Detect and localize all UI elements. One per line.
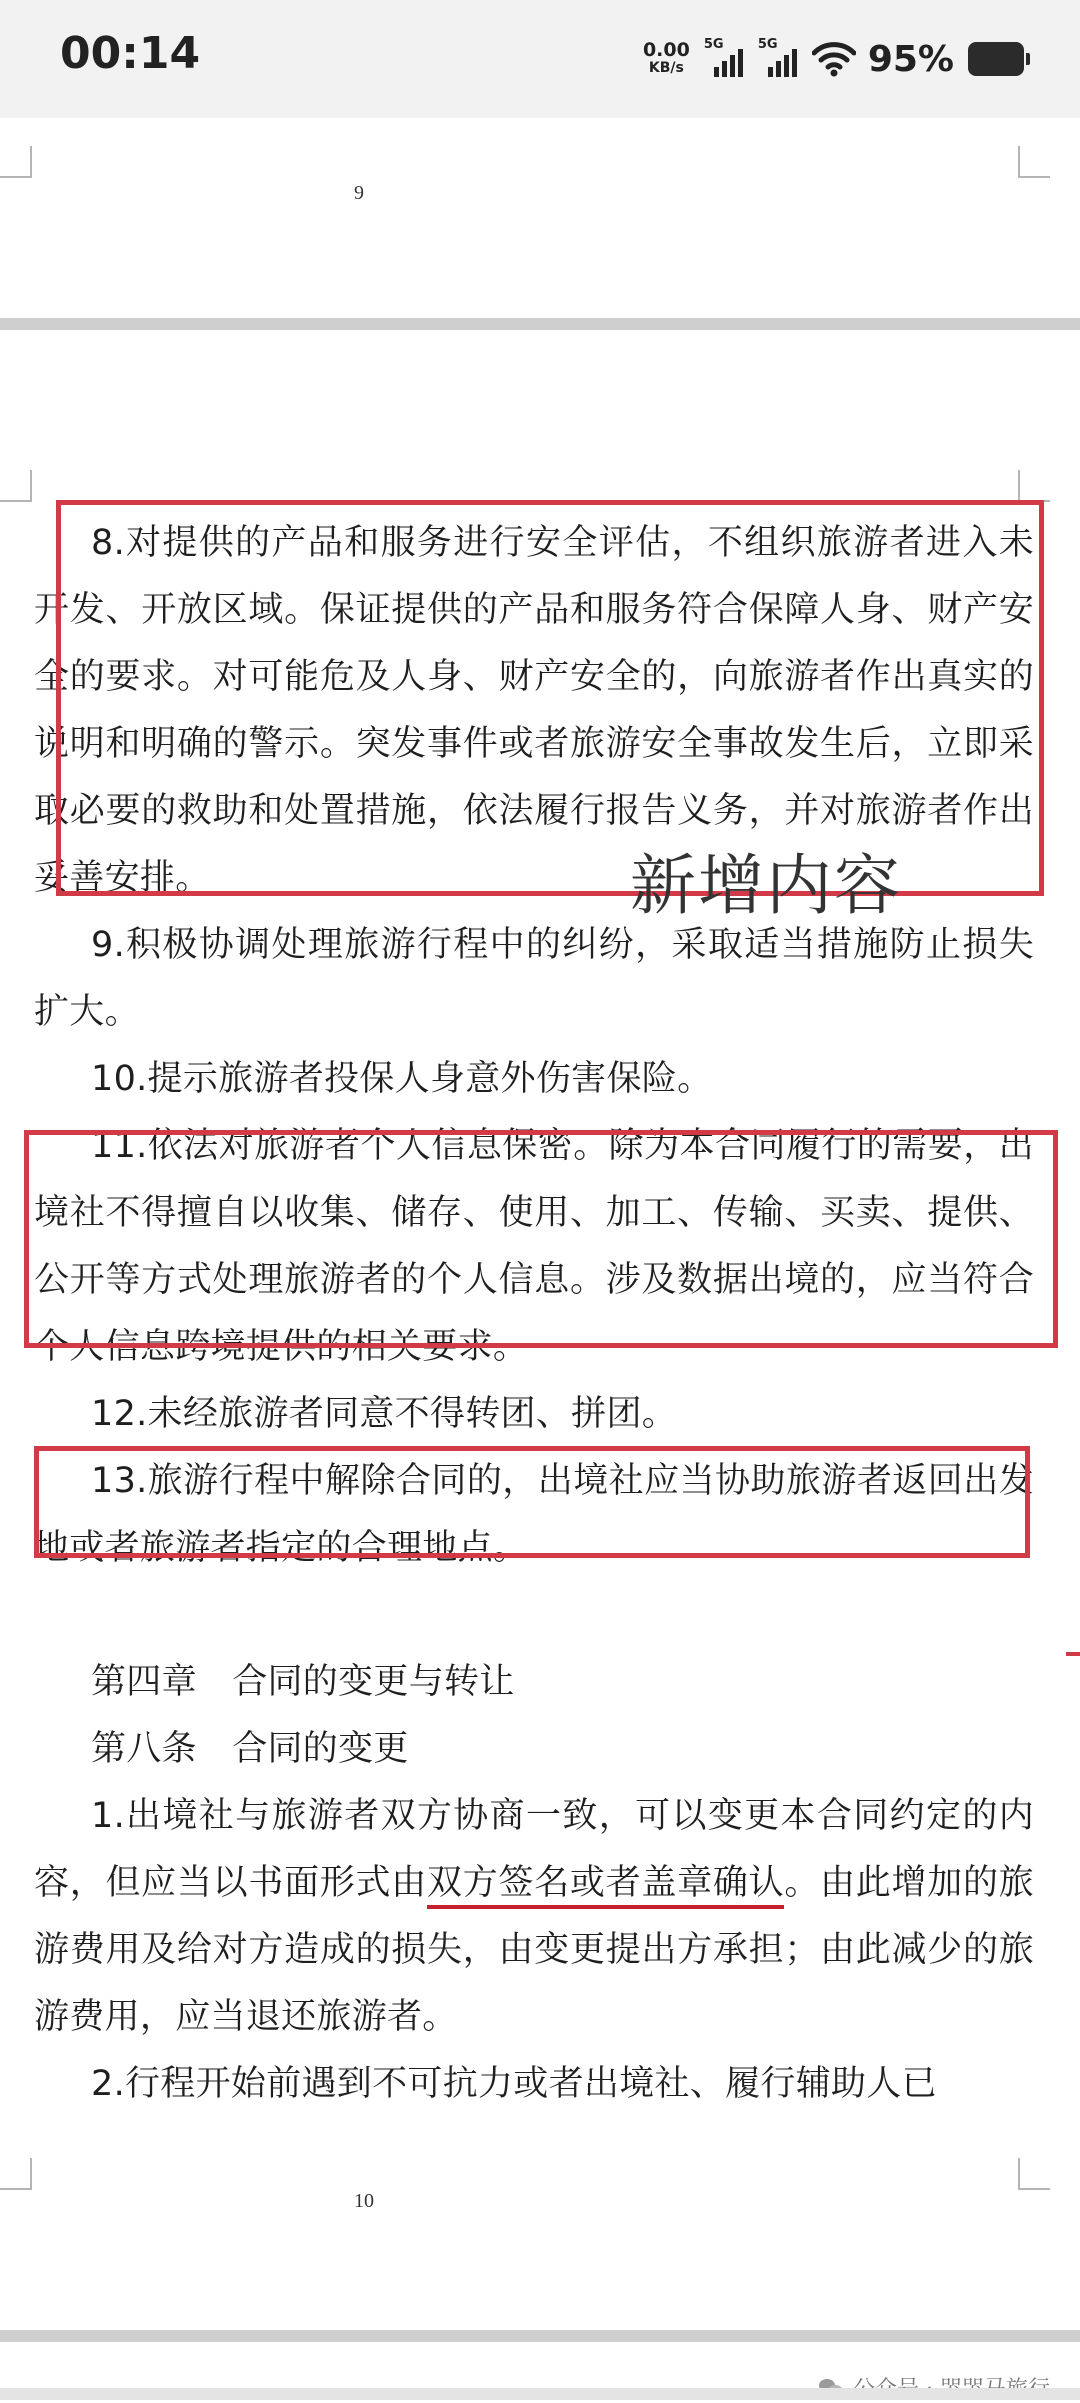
item-1-text-cont: 。由此增加的旅游费用及给对方造成的损失，由变更提出方承担；由此减少的旅游费用，应当退还旅游者。	[34, 1863, 1034, 2037]
paragraph-12: 12.未经旅游者同意不得转团、拼团。	[91, 1394, 678, 1434]
home-indicator	[0, 2388, 1080, 2400]
document-body	[34, 510, 1034, 2118]
paragraph-9: 9.积极协调处理旅游行程中的纠纷，采取适当措施防止损失扩大。	[34, 925, 1034, 1032]
battery-percent: 95%	[867, 38, 954, 80]
paragraph-10: 10.提示旅游者投保人身意外伤害保险。	[91, 1059, 713, 1099]
page-corner-mark	[1018, 470, 1050, 502]
page-separator	[0, 318, 1080, 330]
network-speed	[643, 41, 690, 77]
item-1	[34, 1783, 1034, 2051]
page-corner-mark	[0, 146, 32, 178]
page-separator	[0, 2330, 1080, 2342]
paragraph-13: 13.旅游行程中解除合同的，出境社应当协助旅游者返回出发地或者旅游者指定的合理地点。	[34, 1461, 1034, 1568]
paragraph-8: 8.对提供的产品和服务进行安全评估，不组织旅游者进入未开发、开放区域。保证提供的产品和服务符合保障人身、财产安全的要求。对可能危及人身、财产安全的，向旅游者作出真实的说明和明确的警示。突发事件或者旅游安全事故发生后，立即采取必要的救助和处置措施，依法履行报告义务，并对旅游者作出妥善安排。	[34, 523, 1034, 898]
annotation-label: 新增内容	[630, 847, 902, 924]
signal-label: 5G	[757, 37, 778, 52]
signal-label: 5G	[703, 37, 724, 52]
network-speed-unit: KB/s	[648, 60, 684, 76]
network-speed-value: 0.00	[642, 39, 690, 61]
battery-icon	[968, 42, 1024, 76]
page-corner-mark	[0, 2158, 32, 2190]
item-2: 2.行程开始前遇到不可抗力或者出境社、履行辅助人已	[91, 2064, 937, 2104]
signal-5g-icon	[758, 39, 800, 79]
article-heading: 第八条 合同的变更	[91, 1729, 409, 1769]
signal-5g-icon	[704, 39, 746, 79]
wifi-icon	[812, 41, 856, 77]
page-corner-mark	[0, 470, 32, 502]
status-bar	[0, 0, 1080, 118]
chapter-heading: 第四章 合同的变更与转让	[91, 1662, 515, 1702]
page-corner-mark	[1018, 146, 1050, 178]
status-icons	[643, 34, 1024, 84]
paragraph-11: 11.依法对旅游者个人信息保密。除为本合同履行的需要，出境社不得擅自以收集、储存、使用、加工、传输、买卖、提供、公开等方式处理旅游者的个人信息。涉及数据出境的，应当符合个人信息跨境提供的相关要求。	[34, 1126, 1034, 1367]
margin-marker	[1066, 1652, 1080, 1656]
underlined-phrase: 双方签名或者盖章确认	[427, 1863, 784, 1909]
page-number-bottom: 10	[354, 2190, 374, 2212]
page-corner-mark	[1018, 2158, 1050, 2190]
status-time: 00:14	[60, 28, 201, 79]
item-1-text: 1.出境社与旅游者双方协商一致，可以变更本合同约定的内容，但应当以书面形式由	[34, 1796, 1034, 1903]
page-number-top: 9	[354, 182, 364, 204]
